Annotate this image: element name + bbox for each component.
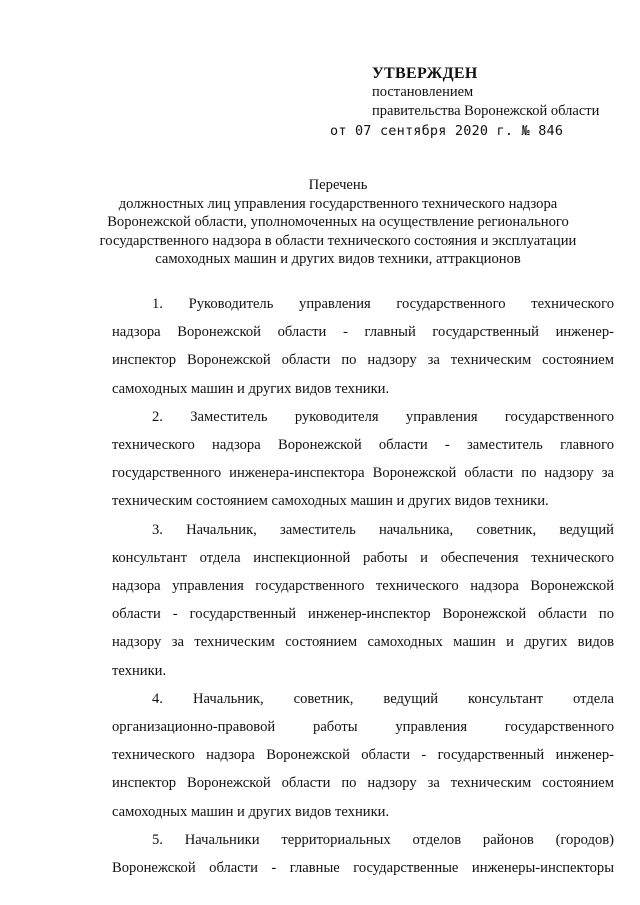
item-line: техники. xyxy=(112,662,167,679)
title-line: государственного надзора в области технического состояния и эксплуатации xyxy=(99,232,577,249)
positions-list xyxy=(112,290,614,882)
item-line: инспектор Воронежской области по надзору за техническим состоянием xyxy=(112,352,614,369)
item-line: Воронежской области - главные государственные инженеры-инспекторы xyxy=(112,860,614,877)
list-item xyxy=(112,290,614,403)
item-line: 2. Заместитель руководителя управления государственного xyxy=(152,408,614,425)
title-line: должностных лиц управления государственного технического надзора xyxy=(118,195,558,212)
item-line: инспектор Воронежской области по надзору за техническим состоянием xyxy=(112,775,614,792)
approval-date: от 07 сентября 2020 г. № 846 xyxy=(330,123,564,139)
list-item xyxy=(112,403,614,516)
list-item xyxy=(112,685,614,826)
item-line: 3. Начальник, заместитель начальника, советник, ведущий xyxy=(152,521,614,538)
item-line: 4. Начальник, советник, ведущий консультант отдела xyxy=(152,690,614,707)
item-line: технического надзора Воронежской области - государственный инженер- xyxy=(112,747,614,764)
approval-line-government: правительства Воронежской области xyxy=(372,103,600,119)
item-line: области - государственный инженер-инспектор Воронежской области по xyxy=(112,606,614,623)
item-line: самоходных машин и других видов техники. xyxy=(112,803,390,820)
item-line: надзору за техническим состоянием самоходных машин и других видов xyxy=(112,634,614,651)
title-line: Воронежской области, уполномоченных на осуществление регионального xyxy=(107,214,569,230)
item-line: государственного инженера-инспектора Воронежской области по надзору за xyxy=(112,465,614,482)
item-line: самоходных машин и других видов техники. xyxy=(112,380,390,397)
approval-line-resolution: постановлением xyxy=(372,84,474,100)
item-line: 1. Руководитель управления государственного технического xyxy=(152,296,614,312)
approval-heading: УТВЕРЖДЕН xyxy=(372,65,478,82)
item-line: консультант отдела инспекционной работы и обеспечения технического xyxy=(112,549,614,566)
item-line: 5. Начальники территориальных отделов районов (городов) xyxy=(152,831,614,848)
list-item xyxy=(112,516,614,685)
document-title xyxy=(88,176,588,269)
item-line: организационно-правовой работы управления государственного xyxy=(112,719,614,736)
title-line: самоходных машин и других видов техники, аттракционов xyxy=(155,251,521,267)
title-line: Перечень xyxy=(308,177,368,193)
approval-stamp xyxy=(372,64,632,121)
list-item xyxy=(112,826,614,882)
item-line: техническим состоянием самоходных машин и других видов техники. xyxy=(112,493,549,510)
item-line: надзора Воронежской области - главный государственный инженер- xyxy=(112,324,614,341)
item-line: надзора управления государственного технического надзора Воронежской xyxy=(112,578,614,595)
item-line: технического надзора Воронежской области - заместитель главного xyxy=(112,437,614,454)
